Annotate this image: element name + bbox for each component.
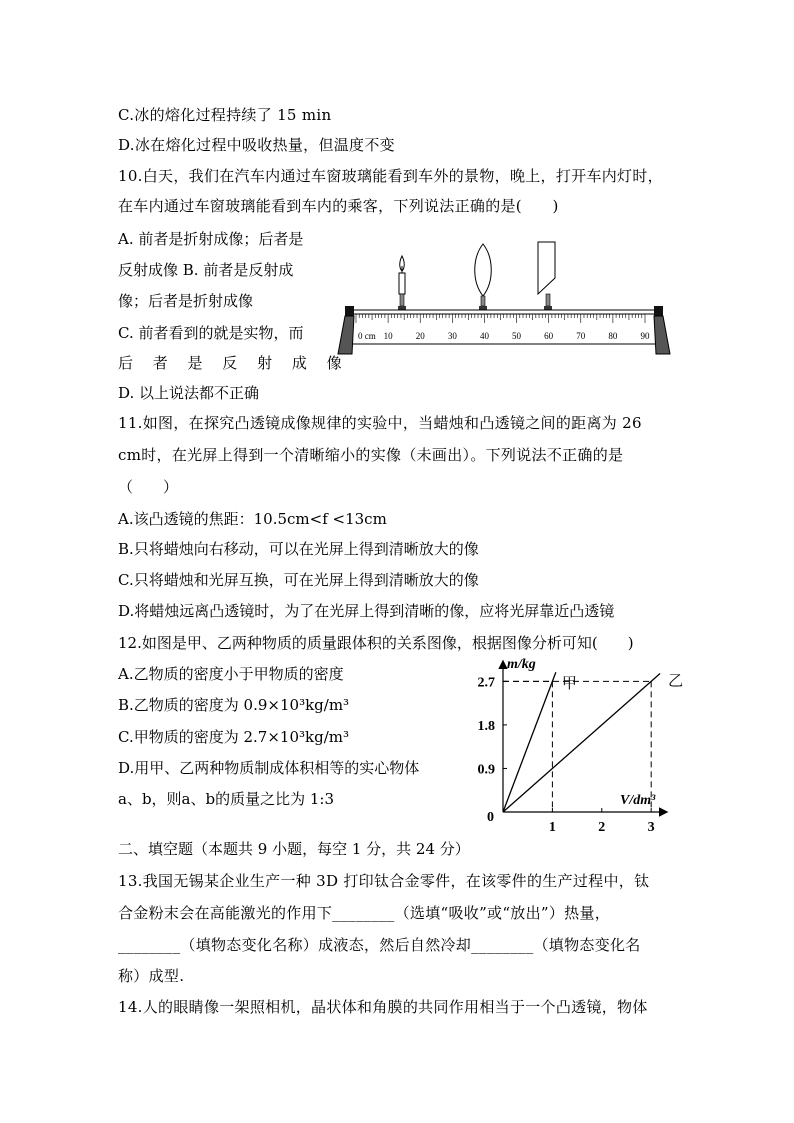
- ruler-tick-label: 60: [544, 331, 554, 341]
- ruler-tick-label: 20: [415, 331, 425, 341]
- bench-left-post: [338, 306, 354, 354]
- q11-stem-line2: cm时，在光屏上得到一个清晰缩小的实像（未画出）。下列说法不正确的是: [118, 446, 624, 464]
- y-axis-label: m/kg: [507, 657, 536, 672]
- ruler-labels: [384, 331, 650, 341]
- q13-line3: ________（填物态变化名称）成液态，然后自然冷却________（填物态变化名: [118, 936, 641, 954]
- series-line-jia: [503, 672, 556, 812]
- q12-option-d-line1: D.用甲、乙两种物质制成体积相等的实心物体: [118, 759, 420, 777]
- q13-line2: 合金粉末会在高能激光的作用下________（选填“吸收”或“放出”）热量，: [118, 904, 611, 922]
- q10-option-a-line1: A. 前者是折射成像；后者是: [118, 230, 304, 248]
- section-2-title: 二、填空题（本题共 9 小题，每空 1 分，共 24 分）: [118, 840, 470, 858]
- q11-option-c: C.只将蜡烛和光屏互换，可在光屏上得到清晰放大的像: [118, 571, 479, 589]
- x-axis-label: V/dm³: [620, 793, 656, 808]
- q10-option-c-line1: C. 前者看到的就是实物，而: [118, 324, 304, 342]
- q12-option-c: C.甲物质的密度为 2.7×10³kg/m³: [118, 728, 349, 746]
- ruler-tick-label: 90: [640, 331, 650, 341]
- ruler-tick-label: 10: [383, 331, 393, 341]
- q9-option-d: D.冰在熔化过程中吸收热量，但温度不变: [118, 136, 395, 154]
- bench-right-post: [654, 306, 670, 354]
- series-line-yi: [503, 674, 660, 812]
- q12-option-b: B.乙物质的密度为 0.9×10³kg/m³: [118, 696, 350, 714]
- q12-option-a: A.乙物质的密度小于甲物质的密度: [118, 665, 344, 683]
- ruler-tick-label: 70: [576, 331, 586, 341]
- x-tick-label: 3: [647, 820, 655, 835]
- q13-line1: 13.我国无锡某企业生产一种 3D 打印钛合金零件，在该零件的生产过程中，钛: [118, 872, 650, 890]
- q12-stem: 12.如图是甲、乙两种物质的质量跟体积的关系图像，根据图像分析可知( ): [118, 634, 634, 652]
- candle-icon: [398, 256, 406, 314]
- ruler-tick-label: 50: [512, 331, 522, 341]
- q11-stem-line1: 11.如图，在探究凸透镜成像规律的实验中，当蜡烛和凸透镜之间的距离为 26: [118, 414, 642, 432]
- q14-line1: 14.人的眼睛像一架照相机，晶状体和角膜的共同作用相当于一个凸透镜，物体: [118, 998, 648, 1016]
- light-screen-icon: [538, 242, 555, 314]
- y-tick-label: 1.8: [477, 718, 495, 734]
- q10-stem-line1: 10.白天，我们在汽车内通过车窗玻璃能看到车外的景物，晚上，打开车内灯时，: [118, 167, 663, 185]
- q10-option-b-line2: 像；后者是折射成像: [118, 292, 254, 310]
- series-label: 乙: [668, 673, 684, 690]
- ruler-tick-label: 40: [479, 331, 489, 341]
- q10-option-c-line2: 后 者 是 反 射 成 像: [118, 354, 350, 372]
- q13-line4: 称）成型.: [118, 967, 185, 985]
- ruler-tick-label: 30: [447, 331, 457, 341]
- q11-option-d: D.将蜡烛远离凸透镜时，为了在光屏上得到清晰的像，应将光屏靠近凸透镜: [118, 602, 615, 620]
- mass-volume-chart: [470, 652, 684, 835]
- origin-label: 0: [487, 810, 494, 825]
- convex-lens-icon: [475, 244, 492, 314]
- optical-bench-figure: [338, 238, 670, 360]
- q9-option-c: C.冰的熔化过程持续了 15 min: [118, 106, 332, 124]
- y-tick-label: 0.9: [477, 762, 495, 778]
- y-tick-label: 2.7: [477, 675, 495, 691]
- q11-stem-line3: （ ）: [118, 478, 179, 496]
- q10-stem-line2: 在车内通过车窗玻璃能看到车内的乘客，下列说法正确的是( ): [118, 197, 559, 215]
- x-tick-label: 2: [598, 820, 606, 835]
- q10-option-a-line2: 反射成像 B. 前者是反射成: [118, 261, 294, 279]
- q10-option-d: D. 以上说法都不正确: [118, 384, 260, 402]
- q11-option-b: B.只将蜡烛向右移动，可以在光屏上得到清晰放大的像: [118, 540, 479, 558]
- q12-option-d-line2: a、b，则a、b的质量之比为 1:3: [118, 790, 334, 808]
- q11-option-a: A.该凸透镜的焦距：10.5cm<f <13cm: [118, 510, 387, 528]
- ruler-tick-label: 80: [608, 331, 618, 341]
- series-label: 甲: [561, 676, 577, 693]
- ruler-unit-label: 0 cm: [358, 331, 376, 341]
- x-tick-label: 1: [548, 820, 556, 835]
